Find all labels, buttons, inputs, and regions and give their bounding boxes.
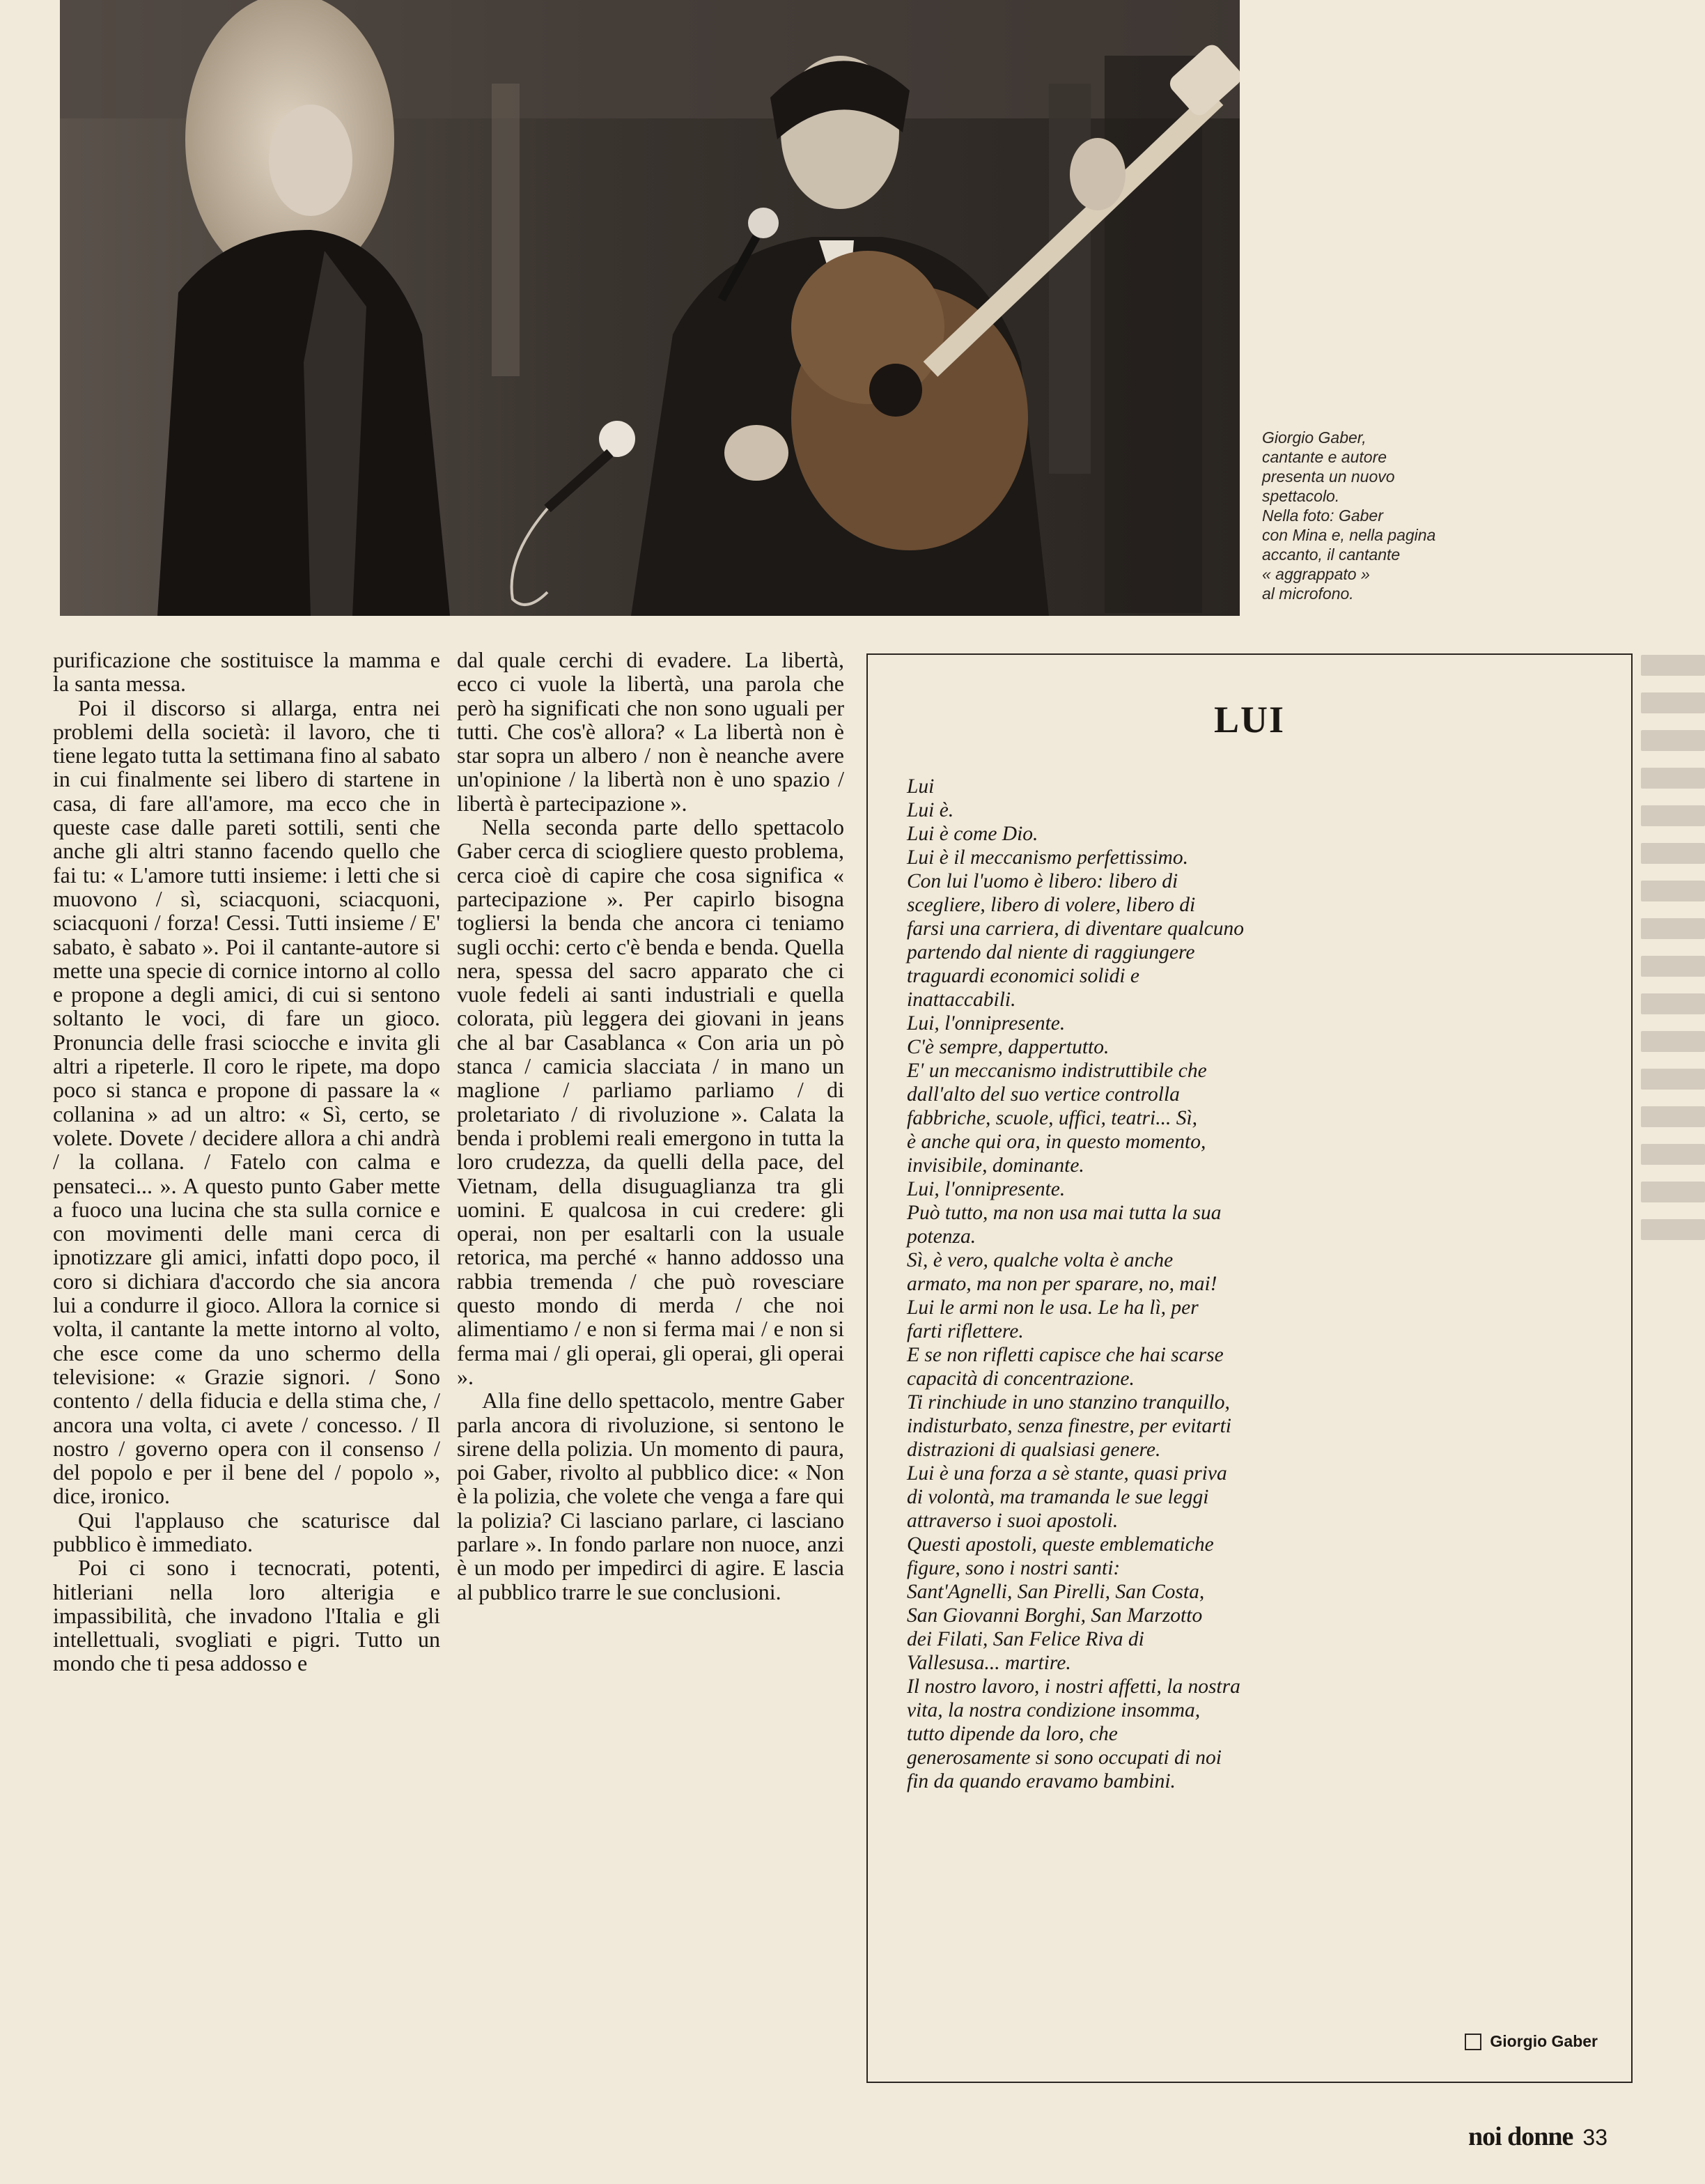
caption-line: al microfono. <box>1262 584 1354 603</box>
poem-line: dall'alto del suo vertice controlla <box>907 1083 1180 1106</box>
bleed-through-margin <box>1641 655 1705 1282</box>
poem-line: tutto dipende da loro, che <box>907 1723 1118 1745</box>
poem-line: Lui è il meccanismo perfettissimo. <box>907 846 1188 869</box>
poem-line: scegliere, libero di volere, libero di <box>907 894 1196 916</box>
page-footer <box>1468 2121 1607 2152</box>
poem-signature <box>1465 2032 1598 2051</box>
poem-line: E se non rifletti capisce che hai scarse <box>907 1344 1224 1366</box>
poem-line: Può tutto, ma non usa mai tutta la sua <box>907 1202 1222 1224</box>
poem-line: Lui le armi non le usa. Le ha lì, per <box>907 1296 1199 1319</box>
poem-line: Lui, l'onnipresente. <box>907 1178 1066 1200</box>
poem-line: generosamente si sono occupati di noi <box>907 1747 1222 1769</box>
poem-line: Il nostro lavoro, i nostri affetti, la nostra <box>907 1675 1240 1698</box>
poem-line: inattaccabili. <box>907 989 1016 1011</box>
article-paragraph: Alla fine dello spettacolo, mentre Gaber parla ancora di rivoluzione, si sentono le sirene della polizia. Un momento di paura, poi Gaber, rivolto al pubblico dice: « Non è la polizia, che volete che venga a fare qui la polizia? Ci lasciano parlare, ci lasciano parlare ». In fondo parlare non nuoce, anzi è un modo per impedirci di agire. E lascia al pubblico trarre le sue conclusioni. <box>457 1388 844 1604</box>
square-bullet-icon <box>1465 2034 1481 2050</box>
poem-line: Vallesusa... martire. <box>907 1652 1071 1674</box>
caption-line: accanto, il cantante <box>1262 545 1401 564</box>
caption-line: Giorgio Gaber, <box>1262 428 1367 447</box>
poem-line: fin da quando eravamo bambini. <box>907 1770 1176 1792</box>
poem-line: è anche qui ora, in questo momento, <box>907 1131 1206 1153</box>
article-column-2 <box>457 648 844 1604</box>
poem-line: attraverso i suoi apostoli. <box>907 1510 1119 1532</box>
poem-line: indisturbato, senza finestre, per evitarti <box>907 1415 1231 1437</box>
article-paragraph: Qui l'applauso che scaturisce dal pubblico è immediato. <box>53 1507 440 1556</box>
signature-text: Giorgio Gaber <box>1490 2032 1598 2050</box>
poem-line: partendo dal niente di raggiungere <box>907 941 1195 963</box>
poem-line: armato, ma non per sparare, no, mai! <box>907 1273 1217 1295</box>
poem-text <box>907 775 1596 1793</box>
photo-gaber-mina <box>60 0 1240 616</box>
poem-line: E' un meccanismo indistruttibile che <box>907 1060 1207 1082</box>
magazine-brand: noi donne <box>1467 2122 1573 2151</box>
poem-line: distrazioni di qualsiasi genere. <box>907 1439 1161 1461</box>
caption-line: con Mina e, nella pagina <box>1262 526 1436 544</box>
page-number: 33 <box>1582 2125 1607 2150</box>
poem-line: San Giovanni Borghi, San Marzotto <box>907 1604 1203 1627</box>
poem-line: figure, sono i nostri santi: <box>907 1557 1121 1579</box>
poem-line: Lui è. <box>907 799 954 821</box>
poem-box <box>866 653 1633 2083</box>
poem-line: traguardi economici solidi e <box>907 965 1140 987</box>
poem-title: LUI <box>1213 699 1286 741</box>
caption-line: « aggrappato » <box>1262 565 1370 583</box>
caption-line: spettacolo. <box>1262 487 1340 505</box>
caption-line: cantante e autore <box>1262 448 1387 466</box>
poem-line: C'è sempre, dappertutto. <box>907 1036 1110 1058</box>
photo-illustration <box>60 0 1240 616</box>
poem-line: potenza. <box>907 1225 976 1248</box>
poem-line: Sì, è vero, qualche volta è anche <box>907 1249 1174 1271</box>
poem-line: farti riflettere. <box>907 1320 1024 1342</box>
poem-line: fabbriche, scuole, uffici, teatri... Sì, <box>907 1107 1198 1129</box>
poem-line: Sant'Agnelli, San Pirelli, San Costa, <box>907 1581 1205 1603</box>
poem-line: Ti rinchiude in uno stanzino tranquillo, <box>907 1391 1230 1414</box>
poem-line: farsi una carriera, di diventare qualcuno <box>907 917 1244 940</box>
poem-line: capacità di concentrazione. <box>907 1368 1135 1390</box>
poem-line: Questi apostoli, queste emblematiche <box>907 1533 1214 1556</box>
poem-line: Lui, l'onnipresente. <box>907 1012 1066 1035</box>
poem-line: Con lui l'uomo è libero: libero di <box>907 870 1178 892</box>
caption-line: Nella foto: Gaber <box>1262 506 1383 525</box>
photo-caption <box>1262 428 1555 603</box>
caption-line: presenta un nuovo <box>1262 467 1395 486</box>
article-paragraph: purificazione che sostituisce la mamma e la santa messa. <box>53 647 440 697</box>
poem-line: Lui è una forza a sè stante, quasi priva <box>907 1462 1227 1485</box>
article-paragraph: Poi il discorso si allarga, entra nei problemi della società: il lavoro, che ti tiene legato tutta la settimana fino al sabato in cui finalmente sei libero di startene in casa, di fare all'amore, ma ecco che in queste case dalle pareti sottili, senti che anche gli altri stanno facendo quello che fai tu: « L'amore tutti insieme: i letti che si muovono / sì, sciacquoni, sciacquoni, sciacquoni / forza! Cessi. Tutti insieme / E' sabato, è sabato ». Poi il cantante-autore si mette una specie di cornice intorno al collo e propone a degli amici, di cui si sentono soltanto le voci, di fare un gioco. Pronuncia delle frasi sciocche e invita gli altri a ripeterle. Il coro le ripete, ma dopo poco si stanca e propone di passare la « collanina » ad un altro: « Sì, certo, se volete. Dovete / decidere allora a chi andrà / la collana. / Fatelo con calma e pensateci... ». A questo punto Gaber mette a fuoco una lucina che sta sulla cornice e con movimenti delle mani cerca di ipnotizzare gli amici, infatti dopo poco, il coro si dichiara d'accordo che sia ancora lui a condurre il gioco. Allora la cornice si volta, il cantante la mette intorno al volto, che esce come da uno schermo della televisione: « Grazie signori. / Sono contento / della fiducia e della stima che, / ancora una volta, ci avete / concesso. / Il nostro / governo opera con il consenso / del popolo e per il bene del / popolo », dice, ironico. <box>53 695 440 1509</box>
poem-line: di volontà, ma tramanda le sue leggi <box>907 1486 1209 1508</box>
article-column-1 <box>53 648 440 1675</box>
poem-line: dei Filati, San Felice Riva di <box>907 1628 1144 1650</box>
poem-line: vita, la nostra condizione insomma, <box>907 1699 1201 1721</box>
article-paragraph: Poi ci sono i tecnocrati, potenti, hitleriani nella loro alterigia e impassibilità, che invadono l'Italia e gli intellettuali, svogliati e pigri. Tutto un mondo che ti pesa addosso e <box>53 1555 440 1676</box>
poem-line: Lui è come Dio. <box>907 823 1038 845</box>
article-paragraph: dal quale cerchi di evadere. La libertà, ecco ci vuole la libertà, una parola che però ha significati che non sono uguali per tutti. Che cos'è allora? « La libertà non è star sopra un albero / non è neanche avere un'opinione / la libertà non è uno spazio / libertà è partecipazione ». <box>457 647 844 816</box>
article-paragraph: Nella seconda parte dello spettacolo Gaber cerca di sciogliere questo problema, cerca cioè di capire che cosa significa « partecipazione ». Per capirlo bisogna togliersi la benda che ancora ci teniamo sugli occhi: certo c'è benda e benda. Quella nera, spessa del sacro apparato che ci vuole fedeli ai santi industriali e quella colorata, più leggera dei giovani in jeans che al bar Casablanca « Con aria un pò stanca / camicia slacciata / in mano un maglione / parliamo parliamo / di proletariato / di rivoluzione ». Calata la benda i problemi reali emergono in tutta la loro crudezza, da quelli della pace, del Vietnam, della disuguaglianza tra gli uomini. E qualcosa in cui credere: gli operai, non per esaltarli con la usuale retorica, ma perché « hanno addosso una rabbia tremenda / che può rovesciare questo mondo di merda / che noi alimentiamo / e non si ferma mai / e non si ferma mai / gli operai, gli operai, gli operai ». <box>457 814 844 1389</box>
poem-line: invisibile, dominante. <box>907 1154 1084 1177</box>
poem-line: Lui <box>907 775 935 798</box>
